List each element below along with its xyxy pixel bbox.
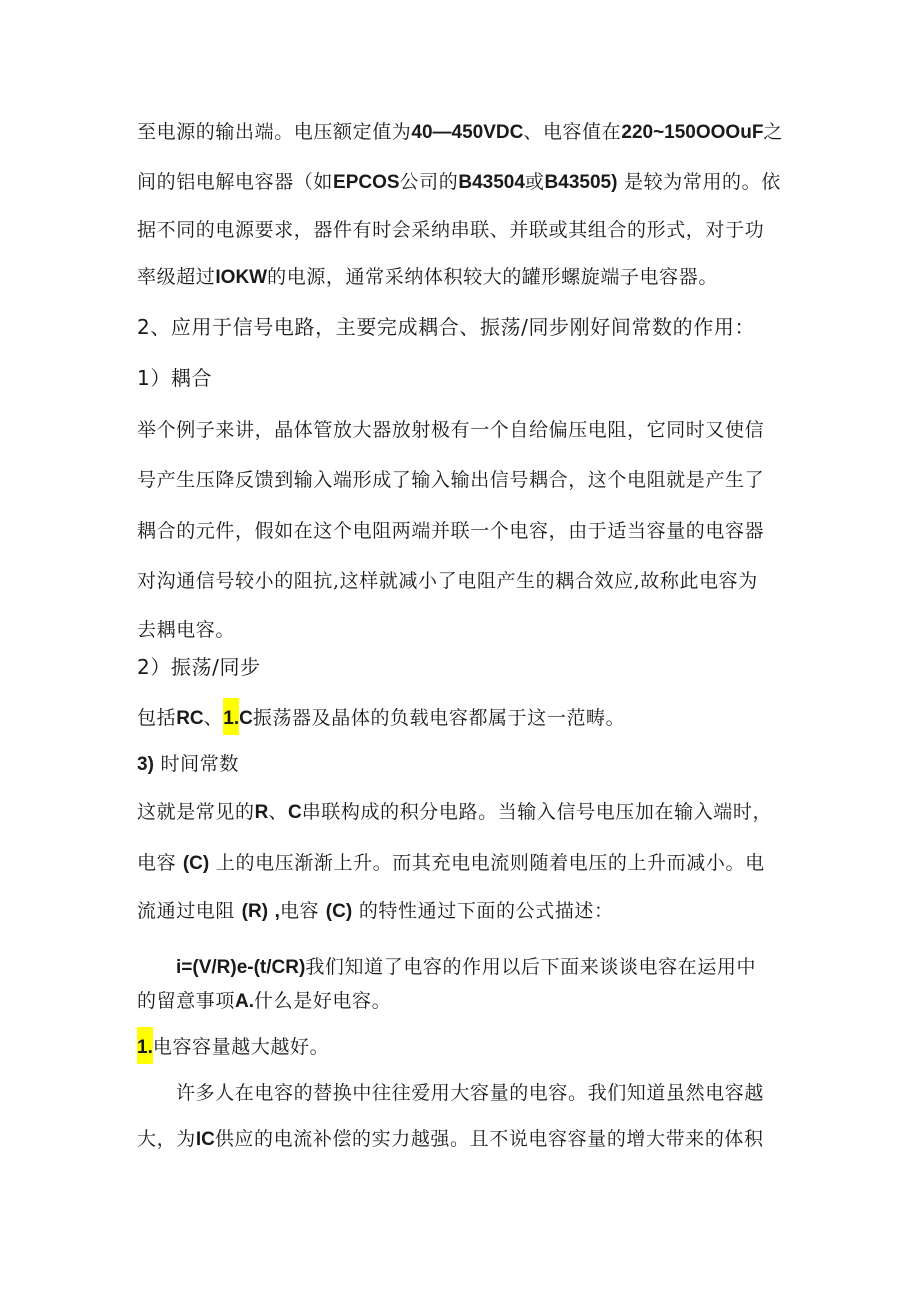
paragraph-line [137,989,391,1014]
bold-text: R [254,802,269,823]
text: 包括 [137,707,177,729]
bold-text: EPCOS [333,172,400,193]
text: 供应的电流补偿的实力越强。且不说电容容量的增大带来的体积 [214,1128,764,1150]
text: 之 [763,121,784,143]
bold-text: C [239,708,253,729]
paragraph-line: 据不同的电源要求，器件有时会采纳串联、并联或其组合的形式，对于功 [137,219,765,241]
bold-text: B43504 [458,172,525,193]
bold-text: (C) [182,853,210,874]
text: 、电容值在 [523,121,622,143]
text: 的特性通过下面的公式描述： [352,900,614,922]
paragraph-line: 号产生压降反馈到输入端形成了输入输出信号耦合，这个电阻就是产生了 [137,469,765,491]
text: 上的电压渐渐上升。而其充电电流则随着电压的上升而减小。电 [209,852,765,874]
subsection-heading: 2）振荡/同步 [137,655,261,679]
bold-text: 220~150OOOuF [621,122,764,143]
paragraph-line [137,170,781,195]
highlighted-list-number: 1. [137,1027,153,1064]
paragraph-line [137,706,625,731]
text: 我们知道了电容的作用以后下面来谈谈电容在运用中 [305,956,757,978]
formula-line [176,955,756,980]
text: 这就是常见的 [137,801,255,823]
text: 流通过电阻 [137,900,242,922]
bold-text: , [274,901,280,922]
text: 串联构成的积分电路。当输入信号电压加在输入端时， [301,801,773,823]
text: 的留意事项 [137,990,236,1012]
text: 的电源，通常采纳体积较大的罐形螺旋端子电容器。 [267,266,718,288]
bold-text: 40—450VDC [411,122,524,143]
heading-text: 时间常数 [153,753,239,775]
text: 电容 [279,900,326,922]
bold-text: B43505) [544,172,618,193]
text: 至电源的输出端。电压额定值为 [137,121,412,143]
paragraph-line [137,120,783,145]
text: 振荡器及晶体的负载电容都属于这一范畴。 [252,707,626,729]
bold-text: (C) [325,901,353,922]
text: 是较为常用的。依 [617,171,781,193]
bold-text: RC [176,708,204,729]
text: 电容容量越大越好。 [152,1036,330,1058]
paragraph-line: 许多人在电容的替换中往往爱用大容量的电容。我们知道虽然电容越 [176,1082,765,1104]
bold-text: A. [235,991,255,1012]
text: 或 [524,171,545,193]
paragraph-line: 对沟通信号较小的阻抗,这样就减小了电阻产生的耦合效应,故称此电容为 [137,570,758,592]
bold-text: IOKW [215,267,268,288]
text: 什么是好电容。 [254,990,392,1012]
text: 、 [268,801,288,823]
paragraph-line [137,800,772,825]
highlighted-text: 1. [223,698,239,735]
paragraph-line: 耦合的元件，假如在这个电阻两端并联一个电容，由于适当容量的电容器 [137,520,765,542]
subsection-heading: 1）耦合 [137,366,213,390]
text: 电容 [137,852,183,874]
paragraph-line [137,265,718,290]
bold-text: C [287,802,302,823]
list-item [137,1035,329,1060]
formula: i=(V/R)e-(t/CR) [176,957,306,978]
paragraph-line: 去耦电容。 [137,619,236,641]
text: 、 [203,707,224,729]
text: 间的铝电解电容器（如 [137,171,334,193]
paragraph-line [137,899,614,924]
text: 公司的 [399,171,459,193]
subsection-heading [137,752,239,777]
bold-text: IC [195,1129,215,1150]
paragraph-line [137,1127,764,1152]
paragraph-line [137,851,765,876]
paragraph-line: 举个例子来讲，晶体管放大器放射极有一个自给偏压电阻，它同时又使信 [137,419,765,441]
section-heading: 2、应用于信号电路，主要完成耦合、振荡/同步刚好间常数的作用： [137,315,756,339]
bold-text: (R) [241,901,269,922]
text: 大，为 [137,1128,196,1150]
text [268,900,275,922]
heading-number: 3) [137,754,154,775]
text: 率级超过 [137,266,216,288]
